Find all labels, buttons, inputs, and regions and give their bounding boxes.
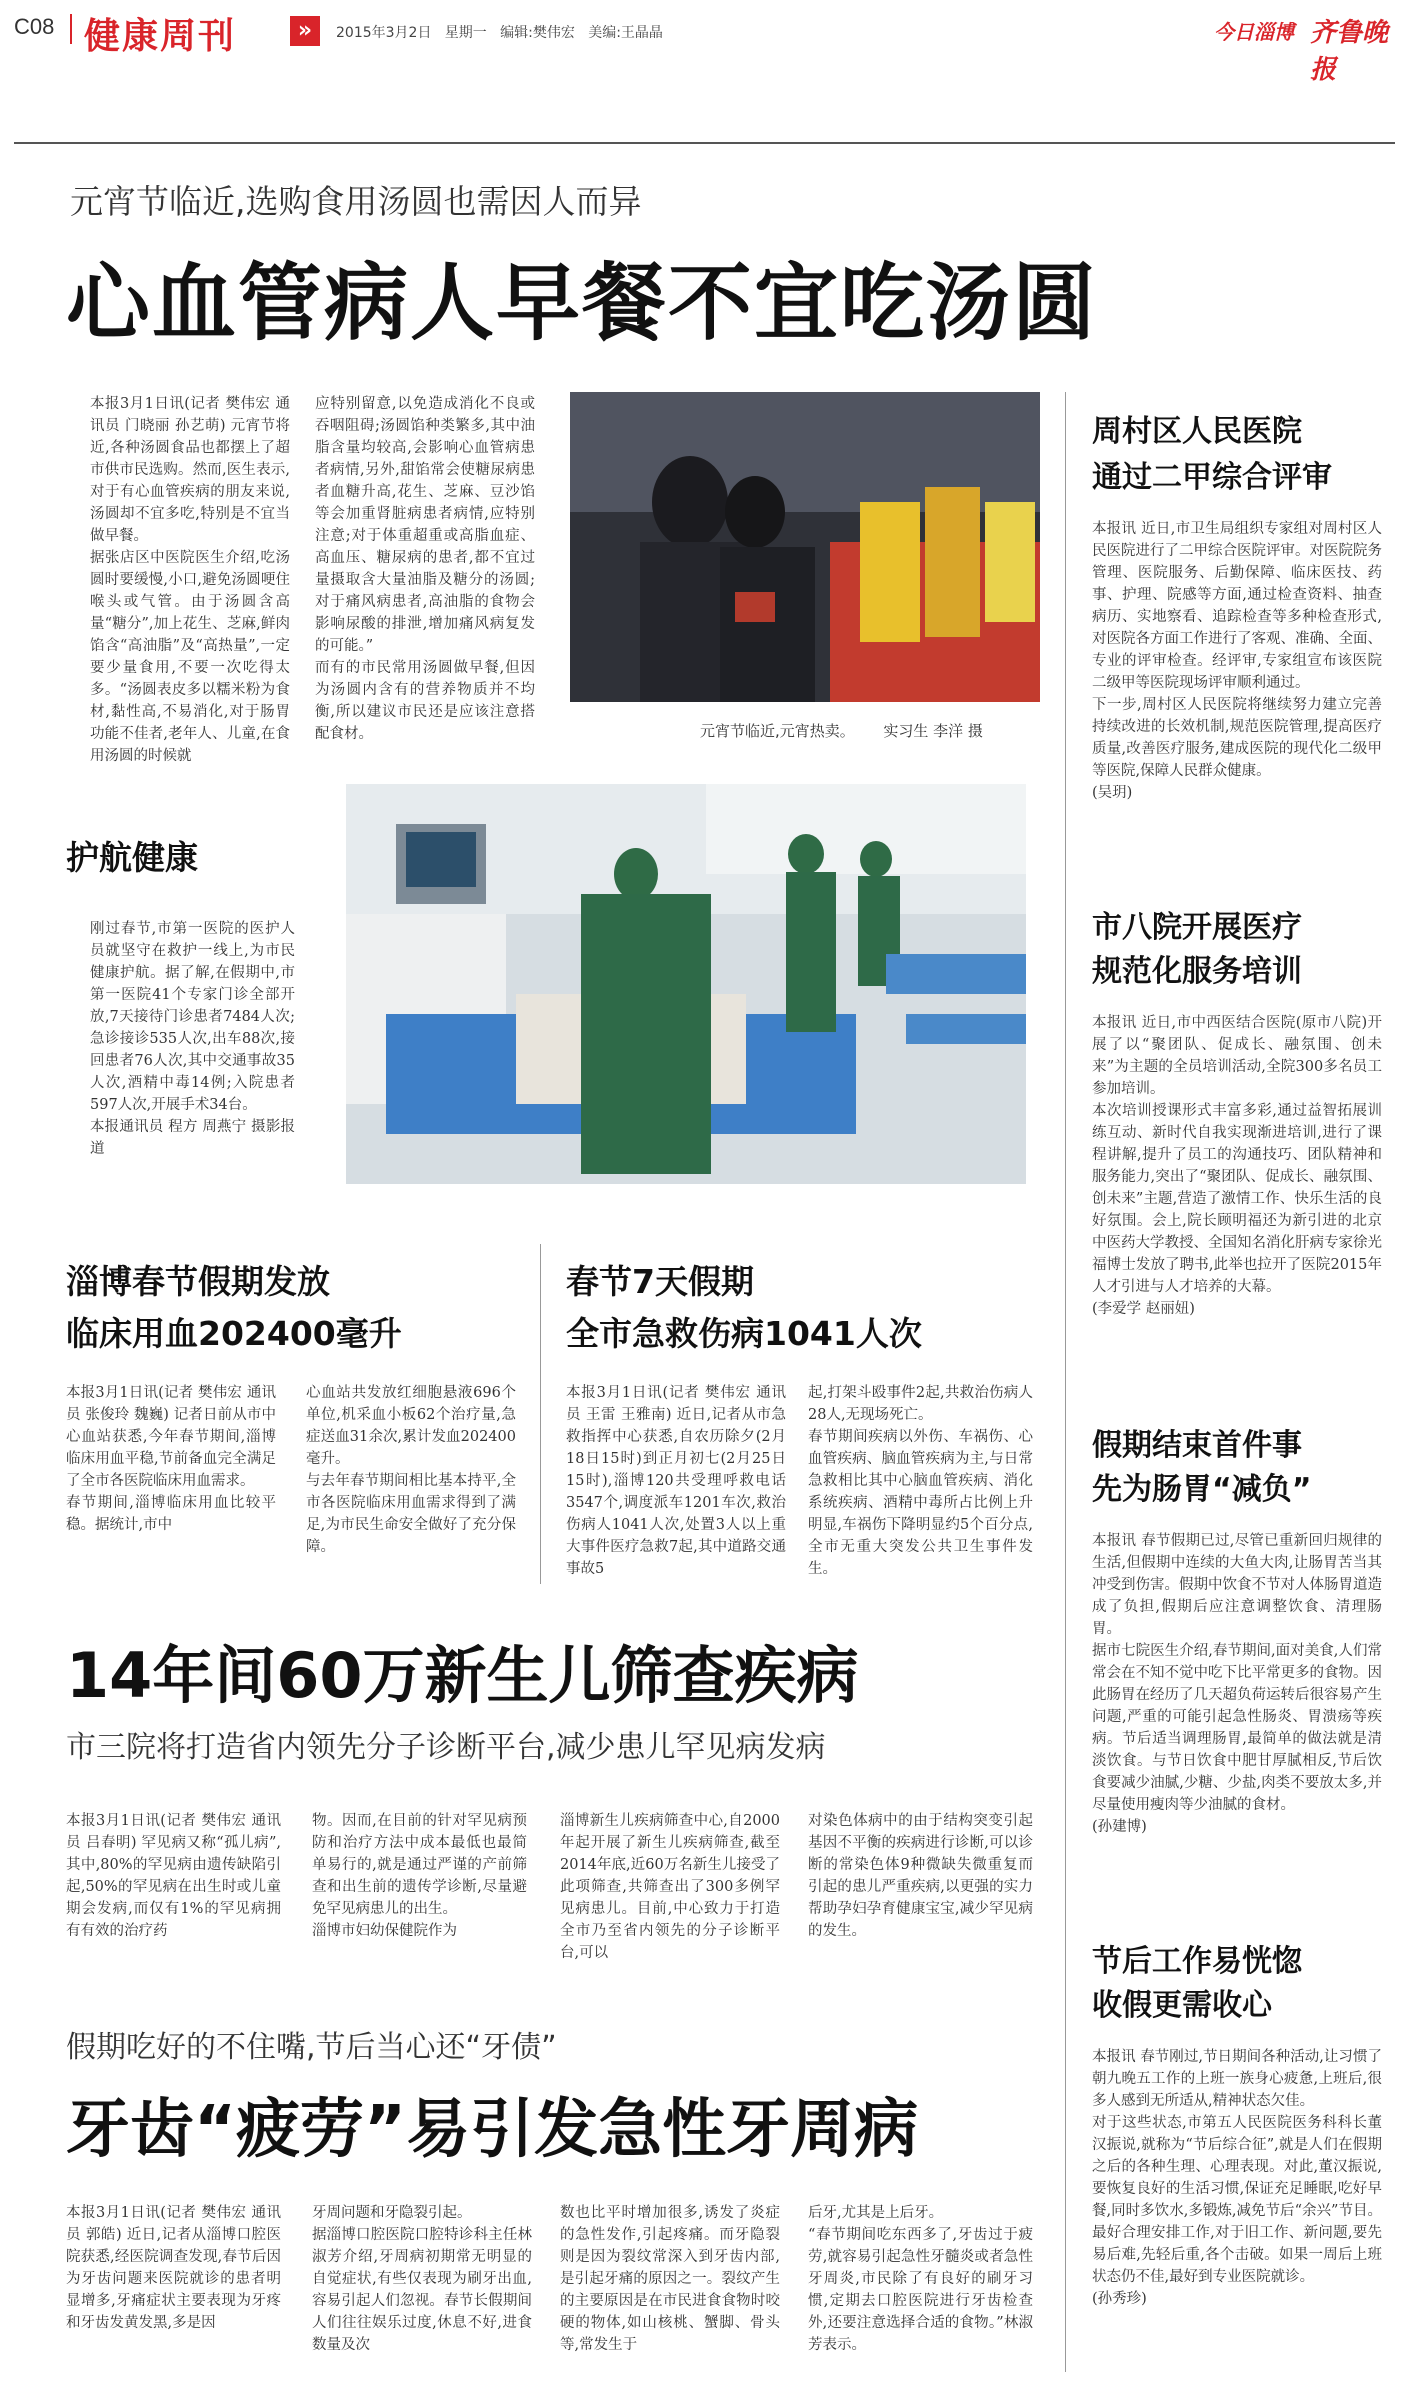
sidebar-1-title-1: 周村区人民医院	[1092, 414, 1302, 449]
sidebar-3-title-1: 假期结束首件事	[1092, 1428, 1302, 1463]
issue-meta: 2015年3月2日 星期一 编辑:樊伟宏 美编:王晶晶	[336, 25, 663, 41]
page-header	[0, 0, 1409, 85]
section-title: 健康周刊	[84, 16, 237, 57]
news-divider	[540, 1244, 541, 1584]
hujian-title: 护航健康	[66, 838, 198, 877]
sidebar-3-body: 本报讯 春节假期已过,尽管已重新回归规律的生活,但假期中连续的大鱼大肉,让肠胃苦当其冲受到伤害。假期中饮食不节对人体肠胃道造成了负担,假期后应注意调整饮食、清理肠胃。 据市七院医生介绍,春节期间,面对美食,人们常常会在不知不觉中吃下比平常更多的食物。因此肠胃在经历了几天超负荷运转后很容易产生问题,严重的可能引起急性肠炎、胃溃疡等疾病。节后适当调理肠胃,最简单的做法就是清淡饮食。与节日饮食中肥甘厚腻相反,节后饮食要减少油腻,少糖、少盐,肉类不要放太多,并尽量使用瘦肉等少油腻的食材。 (孙建博)	[1092, 1533, 1382, 1835]
blood-title-1: 淄博春节假期发放	[66, 1262, 330, 1301]
newborn-col-1: 本报3月1日讯(记者 樊伟宏 通讯员 吕春明) 罕见病又称“孤儿病”,其中,80%的罕见病由遗传缺陷引起,50%的罕见病在出生时或儿童期会发病,而仅有1%的罕见病拥有有效的治疗药	[66, 1813, 281, 1939]
newborn-col-2: 物。因而,在目前的针对罕见病预防和治疗方法中成本最低也最简单易行的,就是通过严谨的产前筛查和出生前的遗传学诊断,尽量避免罕见病患儿的出生。 淄博市妇幼保健院作为	[312, 1813, 527, 1939]
teeth-kicker: 假期吃好的不住嘴,节后当心还“牙债”	[66, 2030, 557, 2065]
sidebar-2-title-1: 市八院开展医疗	[1092, 910, 1302, 945]
lantern-festival-photo-illustration	[570, 392, 1040, 702]
hujian-body: 刚过春节,市第一医院的医护人员就坚守在救护一线上,为市民健康护航。据了解,在假期中,市第一医院41个专家门诊全部开放,7天接待门诊患者7484人次;急诊接诊535人次,出车88次,接回患者76人次,其中交通事故35人次,酒精中毒14例;入院患者597人次,开展手术34台。 本报通讯员 程方 周燕宁 摄影报道	[90, 921, 295, 1157]
newborn-col-4: 对染色体病中的由于结构突变引起基因不平衡的疾病进行诊断,可以诊断的常染色体9种微缺失微重复而引起的患儿严重疾病,以更强的实力帮助孕妇孕育健康宝宝,减少罕见病的发生。	[808, 1813, 1033, 1939]
sidebar-4-title-2: 收假更需收心	[1092, 1988, 1272, 2023]
emergency-col-1: 本报3月1日讯(记者 樊伟宏 通讯员 王雷 王雅南) 近日,记者从市急救指挥中心获悉,自农历除夕(2月18日15时)到正月初七(2月25日15时),淄博120共受理呼救电话3547个,调度派车1201车次,救治伤病人1041人次,处置3人以上重大事件医疗急救7起,其中道路交通事故5	[566, 1385, 786, 1577]
brand-left: 今日淄博	[1214, 20, 1294, 44]
blood-col-2: 心血站共发放红细胞悬液696个单位,机采血小板62个治疗量,急症送血31余次,累计发血202400毫升。 与去年春节期间相比基本持平,全市各医院临床用血需求得到了满足,为市民生命安全做好了充分保障。	[306, 1385, 516, 1555]
main-kicker: 元宵节临近,选购食用汤圆也需因人而异	[70, 182, 642, 221]
main-col-1: 本报3月1日讯(记者 樊伟宏 通讯员 门晓丽 孙艺萌) 元宵节将近,各种汤圆食品也都摆上了超市供市民选购。然而,医生表示,对于有心血管疾病的朋友来说,汤圆却不宜多吃,特别是不宜当做早餐。 据张店区中医院医生介绍,吃汤圆时要缓慢,小口,避免汤圆哽住喉头或气管。由于汤圆含高量“糖分”,加上花生、芝麻,鲜肉馅含“高油脂”及“高热量”,一定要少量食用,不要一次吃得太多。“汤圆表皮多以糯米粉为食材,黏性高,不易消化,对于肠胃功能不佳者,老年人、儿童,在食用汤圆的时候就	[90, 396, 290, 764]
teeth-col-3: 数也比平时增加很多,诱发了炎症的急性发作,引起疼痛。而牙隐裂则是因为裂纹常深入到牙齿内部,是引起牙痛的原因之一。裂纹产生的主要原因是在市民进食食物时咬硬的物体,如山核桃、蟹脚、骨头等,常发生于	[560, 2205, 780, 2353]
sidebar-2-title-2: 规范化服务培训	[1092, 954, 1302, 989]
section-arrow-icon: »	[290, 16, 320, 46]
header-rule	[14, 142, 1395, 144]
teeth-col-2: 牙周问题和牙隐裂引起。 据淄博口腔医院口腔特诊科主任林淑芳介绍,牙周病初期常无明显的自觉症状,有些仅表现为刷牙出血,容易引起人们忽视。春节长假期间人们往往娱乐过度,休息不好,进食数量及次	[312, 2205, 532, 2353]
teeth-col-4: 后牙,尤其是上后牙。 “春节期间吃东西多了,牙齿过于疲劳,就容易引起急性牙髓炎或者急性牙周炎,市民除了有良好的刷牙习惯,定期去口腔医院进行牙齿检查外,还要注意选择合适的食物。”林淑芳表示。	[808, 2205, 1033, 2353]
newborn-subheadline: 市三院将打造省内领先分子诊断平台,减少患儿罕见病发病	[66, 1730, 826, 1765]
emergency-title-2: 全市急救伤病1041人次	[566, 1314, 922, 1353]
sidebar-1-body: 本报讯 近日,市卫生局组织专家组对周村区人民医院进行了二甲综合医院评审。对医院院务管理、医院服务、后勤保障、临床医技、药事、护理、院感等方面,通过检查资料、抽查病历、实地察看、追踪检查等多种检查形式,对医院各方面工作进行了客观、准确、全面、专业的评审检查。经评审,专家组宣布该医院二级甲等医院现场评审顺利通过。 下一步,周村区人民医院将继续努力建立完善持续改进的长效机制,规范医院管理,提高医疗质量,改善医疗服务,建成医院的现代化二级甲等医院,保障人民群众健康。 (吴玥)	[1092, 521, 1382, 801]
brand-right: 齐鲁晚报	[1310, 18, 1389, 85]
hospital-ward-photo	[346, 784, 1026, 1184]
main-headline: 心血管病人早餐不宜吃汤圆	[66, 254, 1099, 352]
sidebar-4-title-1: 节后工作易恍惚	[1092, 1944, 1302, 1979]
blood-title-2: 临床用血202400毫升	[66, 1314, 402, 1353]
hospital-ward-photo-illustration	[346, 784, 1026, 1184]
newborn-headline: 14年间60万新生儿筛查疾病	[66, 1639, 859, 1712]
main-col-2: 应特别留意,以免造成消化不良或吞咽阻碍;汤圆馅种类繁多,其中油脂含量均较高,会影响心血管病患者病情,另外,甜馅常会使糖尿病患者血糖升高,花生、芝麻、豆沙馅等会加重肾脏病患者病情,应特别注意;对于体重超重或高脂血症、高血压、糖尿病的患者,都不宜过量摄取含大量油脂及糖分的汤圆;对于痛风病患者,高油脂的食物会影响尿酸的排泄,增加痛风病复发的可能。” 而有的市民常用汤圆做早餐,但因为汤圆内含有的营养物质并不均衡,所以建议市民还是应该注意搭配食材。	[315, 396, 535, 742]
lantern-festival-photo	[570, 392, 1040, 702]
teeth-headline: 牙齿“疲劳”易引发急性牙周病	[66, 2093, 919, 2167]
sidebar-3-title-2: 先为肠胃“减负”	[1092, 1472, 1312, 1507]
sidebar-1-title-2: 通过二甲综合评审	[1092, 460, 1332, 495]
sidebar-divider	[1065, 392, 1066, 2372]
emergency-col-2: 起,打架斗殴事件2起,共救治伤病人28人,无现场死亡。 春节期间疾病以外伤、车祸伤、心血管疾病、脑血管疾病为主,与日常急救相比其中心脑血管疾病、消化系统疾病、酒精中毒所占比例上升明显,车祸伤下降明显约5个百分点,全市无重大突发公共卫生事件发生。	[808, 1385, 1033, 1577]
blood-col-1: 本报3月1日讯(记者 樊伟宏 通讯员 张俊玲 魏巍) 记者日前从市中心血站获悉,今年春节期间,淄博临床用血平稳,节前备血完全满足了全市各医院临床用血需求。 春节期间,淄博临床用血比较平稳。据统计,市中	[66, 1385, 276, 1533]
emergency-title-1: 春节7天假期	[566, 1262, 754, 1301]
newborn-col-3: 淄博新生儿疾病筛查中心,自2000年起开展了新生儿疾病筛查,截至2014年底,近60万名新生儿接受了此项筛查,共筛查出了300多例罕见病患儿。目前,中心致力于打造全市乃至省内领先的分子诊断平台,可以	[560, 1813, 780, 1961]
header-divider	[70, 14, 72, 44]
sidebar-4-body: 本报讯 春节刚过,节日期间各种活动,让习惯了朝九晚五工作的上班一族身心疲惫,上班后,很多人感到无所适从,精神状态欠佳。 对于这些状态,市第五人民医院医务科科长董汉振说,就称为“节后综合征”,就是人们在假期之后的各种生理、心理表现。对此,董汉振说,要恢复良好的生活习惯,保证充足睡眠,吃好早餐,同时多饮水,多锻炼,减免节后“余兴”节目。最好合理安排工作,对于旧工作、新问题,要先易后难,先轻后重,各个击破。如果一周后上班状态仍不佳,最好到专业医院就诊。 (孙秀珍)	[1092, 2049, 1382, 2307]
teeth-col-1: 本报3月1日讯(记者 樊伟宏 通讯员 郭皓) 近日,记者从淄博口腔医院获悉,经医院调查发现,春节后因为牙齿问题来医院就诊的患者明显增多,牙痛症状主要表现为牙疼和牙齿发黄发黑,多是因	[66, 2205, 281, 2331]
sidebar-2-body: 本报讯 近日,市中西医结合医院(原市八院)开展了以“聚团队、促成长、融氛围、创未来”为主题的全员培训活动,全院300多名员工参加培训。 本次培训授课形式丰富多彩,通过益智拓展训练互动、新时代自我实现渐进培训,进行了课程讲解,提升了员工的沟通技巧、团队精神和服务能力,突出了“聚团队、促成长、融氛围、创未来”主题,营造了激情工作、快乐生活的良好氛围。会上,院长顾明福还为新引进的北京中医药大学教授、全国知名消化肝病专家徐光福博士发放了聘书,此举也拉开了医院2015年人才引进与人才培养的大幕。 (李爱学 赵丽妞)	[1092, 1015, 1382, 1317]
main-photo-caption: 元宵节临近,元宵热卖。 实习生 李洋 摄	[700, 722, 983, 740]
page-code: C08	[14, 14, 55, 39]
